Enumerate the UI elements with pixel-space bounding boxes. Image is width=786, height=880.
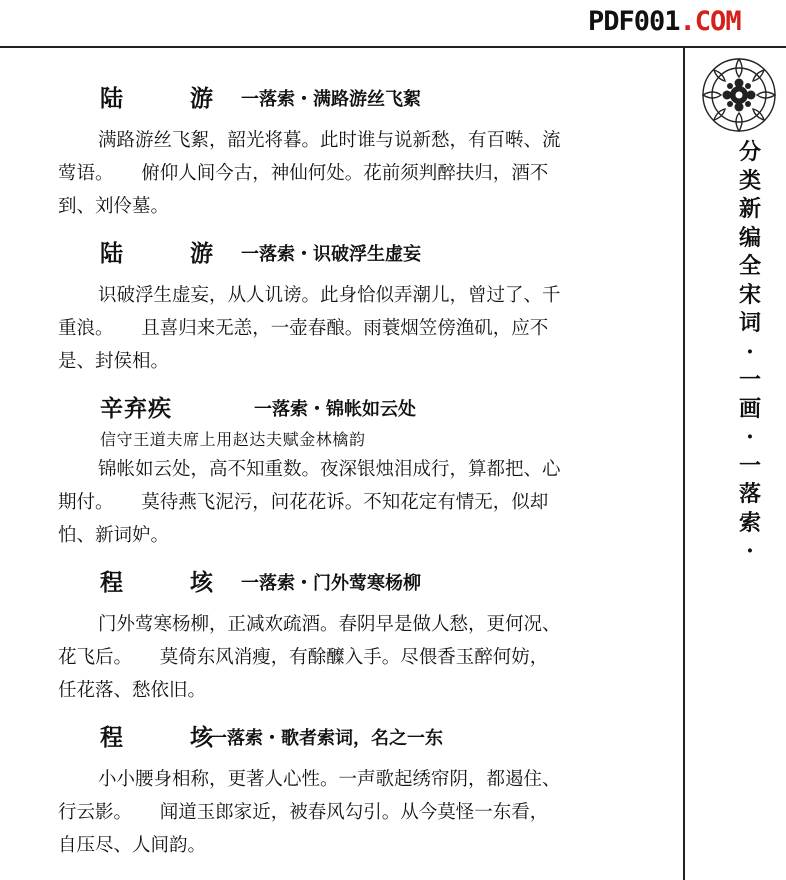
watermark-part1: PDF001: [588, 6, 680, 37]
side-title-char: 词: [738, 310, 761, 336]
poem-title: 一落索・满路游丝飞絮: [241, 89, 421, 110]
side-title-char: 画: [738, 395, 761, 422]
poem-line: 花飞后。 莫倚东风消瘦，有酴醾入手。尽偎香玉醉何妨，: [58, 647, 549, 668]
poem-heading: [58, 78, 648, 114]
side-title-char: ·: [746, 538, 754, 564]
side-title-char: ·: [746, 424, 754, 450]
side-title-char: 新: [738, 196, 761, 222]
poem-entry: [58, 78, 648, 223]
poem-list: [58, 78, 648, 862]
side-rule: [683, 47, 685, 880]
poem-line: 小小腰身相称，更著人心性。一声歌起绣帘阴，都遏住、: [98, 769, 561, 790]
poem-entry: [58, 388, 648, 552]
poem-entry: [58, 562, 648, 707]
poem-author: 陆 游: [100, 240, 235, 267]
poem-line: 莺语。 俯仰人间今古，神仙何处。花前须判醉扶归，酒不: [58, 163, 549, 184]
poem-line: 重浪。 且喜归来无恙，一壶春酿。雨蓑烟笠傍渔矶，应不: [58, 318, 549, 339]
poem-body: [58, 124, 648, 223]
top-rule: [0, 46, 786, 48]
watermark-part2: .COM: [679, 6, 741, 37]
side-title-char: 全: [738, 253, 761, 279]
poem-line: 任花落、愁依旧。: [58, 680, 207, 701]
side-title-char: 宋: [738, 281, 761, 308]
side-title-char: 分: [738, 139, 761, 165]
poem-preface: 信守王道夫席上用赵达夫赋金林檎韵: [100, 430, 366, 449]
poem-entry: [58, 717, 648, 862]
poem-body: [58, 763, 648, 862]
poem-line: 识破浮生虚妄，从人讥谤。此身恰似弄潮儿，曾过了、千: [98, 285, 561, 306]
side-title-char: 一: [738, 367, 761, 393]
floral-emblem-icon: [699, 55, 779, 135]
poem-line: 到、刘伶墓。: [58, 196, 170, 217]
poem-title: 一落索・识破浮生虚妄: [241, 244, 421, 265]
poem-line: 怕、新词妒。: [58, 525, 170, 546]
poem-author: 程 垓: [100, 724, 235, 751]
poem-heading: [58, 717, 648, 753]
side-book-title: [735, 138, 765, 566]
poem-author: 陆 游: [100, 85, 235, 112]
site-watermark: [588, 6, 741, 37]
poem-body: [58, 608, 648, 707]
poem-line: 期付。 莫待燕飞泥污，问花花诉。不知花定有情无，似却: [58, 492, 549, 513]
poem-line: 是、封侯相。: [58, 351, 170, 372]
poem-title: 一落索・歌者索词，名之一东: [209, 728, 443, 749]
side-title-char: 索: [738, 509, 761, 536]
poem-heading: [58, 562, 648, 598]
poem-line: 门外莺寒杨柳，正减欢疏酒。春阴早是做人愁，更何况、: [98, 614, 561, 635]
poem-line: 满路游丝飞絮，韶光将暮。此时谁与说新愁，有百啭、流: [98, 130, 561, 151]
side-title-char: ·: [746, 338, 754, 365]
poem-line: 锦帐如云处，高不知重数。夜深银烛泪成行，算都把、心: [98, 459, 561, 480]
poem-line: 自压尽、人间韵。: [58, 835, 207, 856]
poem-body: [58, 279, 648, 378]
poem-title: 一落索・锦帐如云处: [254, 399, 416, 420]
poem-entry: [58, 233, 648, 378]
side-title-char: 类: [738, 167, 761, 194]
poem-author: 辛弃疾: [100, 395, 172, 422]
side-title-char: 落: [738, 481, 761, 507]
poem-line: 行云影。 闻道玉郎家近，被春风勾引。从今莫怪一东看，: [58, 802, 549, 823]
poem-body: [58, 453, 648, 552]
side-title-char: 一: [738, 452, 761, 479]
poem-heading: [58, 233, 648, 269]
poem-heading: [58, 388, 648, 424]
poem-title: 一落索・门外莺寒杨柳: [241, 573, 421, 594]
side-title-char: 编: [738, 224, 761, 251]
poem-author: 程 垓: [100, 569, 235, 596]
